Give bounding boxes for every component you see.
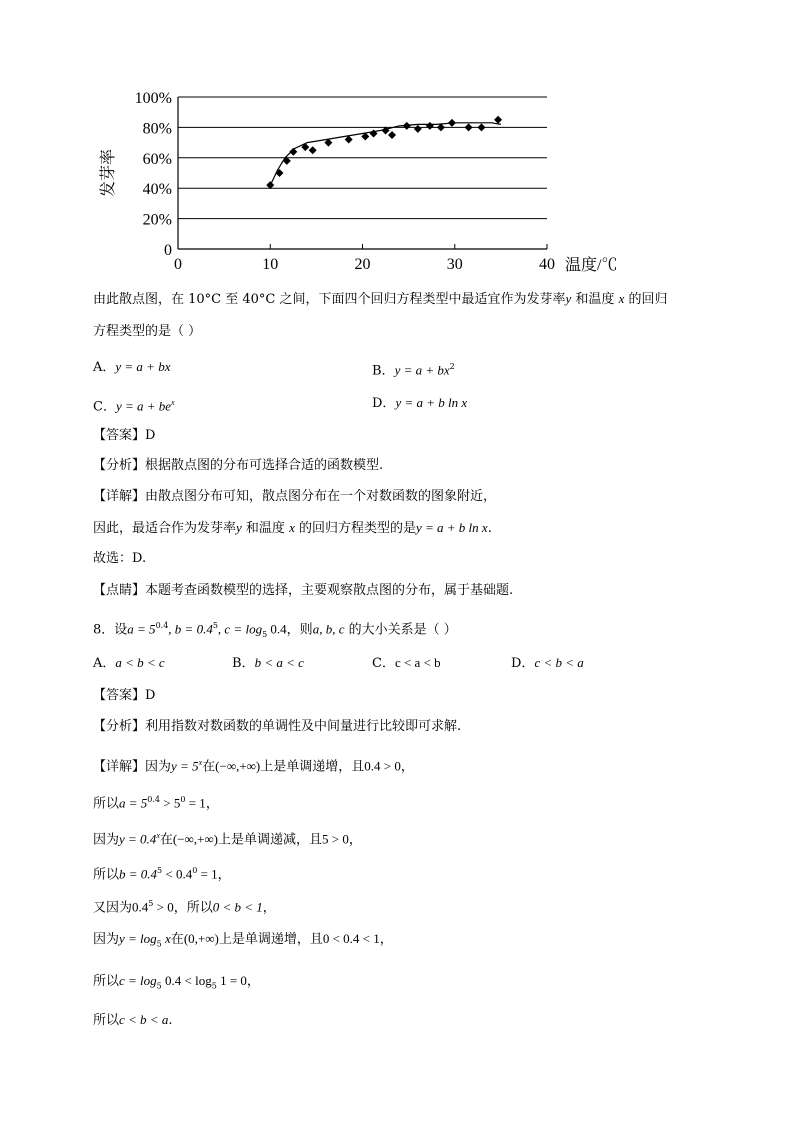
y-tick-label: 100%	[134, 90, 172, 107]
answer-value: D	[145, 428, 156, 443]
scatter-chart	[95, 85, 655, 275]
var-x: x	[289, 520, 295, 535]
step-text: ，	[205, 796, 219, 812]
exponent: 5	[157, 866, 163, 875]
detail-tag: 【详解】	[93, 759, 146, 775]
option-label: C．	[372, 656, 395, 671]
step-text: ，	[246, 974, 260, 989]
formula: > 0	[153, 899, 174, 915]
chart-svg	[95, 85, 655, 275]
q8-step8	[93, 1011, 172, 1030]
formula: a = 5	[119, 795, 148, 811]
var-x: x	[618, 291, 625, 306]
exponent: 0	[192, 866, 198, 875]
step-text: 在	[202, 759, 216, 775]
analysis-text: 根据散点图的分布可选择合适的函数模型.	[145, 458, 384, 473]
y-axis-label: 发芽率	[100, 148, 117, 198]
option-formula: y = a + bx	[394, 362, 450, 378]
q8-option-c[interactable]	[372, 654, 441, 673]
data-point	[414, 125, 422, 133]
formula: c < b < a	[119, 1012, 169, 1027]
y-tick-labels	[135, 90, 172, 259]
data-point	[426, 122, 434, 130]
q7-stem-mid: 和温度	[571, 292, 619, 307]
q8-stem	[93, 617, 457, 644]
var-y: y	[236, 520, 242, 535]
x-tick-label: 30	[446, 256, 463, 273]
option-label: B．	[232, 656, 255, 671]
subscript: 5	[262, 629, 268, 639]
detail-tag: 【详解】	[93, 489, 146, 504]
step-text: 所以	[93, 1013, 120, 1028]
formula: , c = log	[217, 621, 263, 637]
q8-number: 8．设	[93, 622, 128, 638]
q8-answer	[93, 687, 155, 705]
data-point	[448, 119, 456, 127]
step-text: ，	[262, 900, 276, 916]
option-label: D．	[511, 656, 535, 671]
option-formula: c < b < a	[534, 655, 584, 670]
vars: a, b, c	[312, 621, 345, 637]
interval: (−∞,+∞)	[172, 831, 218, 847]
formula: = 1	[185, 795, 206, 811]
q7-stem-line2: 方程类型的是（ ）	[93, 324, 202, 339]
q7-option-a[interactable]	[93, 358, 170, 377]
option-formula: y = a + b ln x	[395, 395, 468, 410]
step-text: ，	[379, 932, 393, 947]
q8-step6	[93, 930, 393, 954]
y-tick-label: 20%	[142, 211, 172, 229]
q8-step3	[93, 827, 362, 849]
subscript: 5	[211, 981, 217, 991]
q7-detail-line1	[93, 488, 496, 506]
var-y: y	[565, 291, 572, 306]
step-text: ，	[348, 832, 362, 848]
option-formula: y = a + bx	[115, 359, 171, 374]
formula: 0.4	[267, 621, 287, 637]
q7-analysis	[93, 457, 383, 475]
data-point	[289, 148, 297, 156]
step-text: 所以	[93, 974, 120, 989]
formula: y = 0.4	[119, 831, 157, 847]
step-text: 上是单调递减，且	[218, 832, 323, 848]
exponent: x	[171, 398, 175, 407]
exponent: 2	[449, 362, 455, 371]
option-formula: y = a + be	[115, 398, 172, 414]
q7-choose: 故选：D.	[93, 551, 147, 566]
q8-analysis	[93, 718, 461, 736]
data-points	[266, 116, 502, 189]
exponent: 0.4	[155, 621, 169, 630]
formula: x	[161, 931, 171, 946]
x-tick-labels	[174, 256, 555, 273]
data-point	[478, 123, 486, 131]
q8-option-d[interactable]	[511, 654, 584, 673]
option-formula: c < a < b	[394, 655, 441, 670]
q7-option-b[interactable]	[372, 358, 455, 380]
subscript: 5	[156, 939, 162, 949]
option-formula: b < a < c	[254, 655, 304, 670]
step-text: ，	[400, 759, 414, 775]
formula: 0.4 < log	[161, 973, 212, 988]
step-text: 上是单调递增，且	[218, 932, 323, 947]
detail-text: 和温度	[241, 521, 290, 536]
answer-tag: 【答案】	[93, 428, 146, 443]
q8-option-b[interactable]	[232, 654, 304, 673]
q8-step7	[93, 972, 260, 996]
formula: < 0.4	[162, 866, 193, 882]
exponent: 5	[212, 621, 218, 630]
step-text: 因为	[93, 932, 120, 947]
step-text: 上是单调递增，且	[260, 759, 365, 775]
q8-step4	[93, 862, 231, 884]
formula: , b = 0.4	[168, 621, 213, 637]
formula: = 1	[197, 866, 218, 882]
option-label: C．	[93, 399, 116, 415]
exponent: x	[156, 831, 160, 840]
answer-value: D	[145, 688, 156, 703]
analysis-tag: 【分析】	[93, 458, 146, 473]
q8-step5	[93, 895, 276, 917]
step-text: 所以	[93, 796, 120, 812]
option-label: B．	[372, 363, 395, 379]
q7-answer	[93, 427, 155, 445]
formula: 0.4	[132, 899, 149, 915]
x-tick-label: 40	[539, 256, 555, 273]
q8-option-a[interactable]	[93, 654, 165, 673]
option-label: A．	[93, 360, 116, 375]
comment-text: 本题考查函数模型的选择，主要观察散点图的分布，属于基础题.	[145, 583, 514, 598]
exponent: 0.4	[147, 795, 161, 804]
option-label: A．	[93, 656, 116, 671]
y-tick-label: 80%	[142, 120, 172, 138]
formula: 0.4 > 0	[364, 758, 401, 774]
chart-grid	[178, 97, 547, 249]
data-point	[309, 146, 317, 154]
step-text: ，	[217, 867, 231, 883]
analysis-text: 利用指数对数函数的单调性及中间量进行比较即可求解.	[145, 719, 462, 734]
step-text: 又因为	[93, 900, 133, 916]
q7-detail-line2	[93, 519, 492, 538]
comment-tag: 【点睛】	[93, 583, 146, 598]
step-text: 因为	[145, 759, 172, 775]
interval: (−∞,+∞)	[215, 758, 261, 774]
data-point	[275, 169, 283, 177]
q7-option-c[interactable]	[93, 394, 175, 416]
data-point	[465, 123, 473, 131]
exponent: x	[198, 758, 203, 767]
y-tick-label: 40%	[142, 181, 172, 199]
q8-stem-text: ，则	[286, 622, 313, 638]
step-text: 在	[159, 832, 173, 848]
q7-option-d[interactable]	[372, 394, 467, 413]
formula: y = 5	[171, 758, 199, 774]
formula: c = log	[119, 973, 157, 988]
step-text: ，所以	[173, 900, 213, 916]
formula: y = log	[119, 931, 157, 946]
option-label: D．	[372, 396, 396, 411]
interval: (0,+∞)	[183, 931, 219, 946]
step-text: 所以	[93, 867, 120, 883]
q8-stem-text: 的大小关系是（ ）	[344, 622, 457, 638]
detail-text: 的回归方程类型的是	[294, 521, 416, 536]
y-tick-label: 60%	[142, 150, 172, 168]
detail-text: 因此，最适合作为发芽率	[93, 521, 237, 536]
detail-text: 由散点图分布可知，散点图分布在一个对数函数的图象附近，	[145, 489, 497, 504]
x-tick-label: 20	[354, 256, 371, 273]
subscript: 5	[156, 981, 162, 991]
formula: 0 < 0.4 < 1	[322, 931, 380, 946]
detail-formula: y = a + b ln x	[415, 520, 488, 535]
data-point	[403, 122, 411, 130]
q8-step1	[93, 754, 414, 776]
step-text: 因为	[93, 832, 120, 848]
analysis-tag: 【分析】	[93, 719, 146, 734]
q7-stem-line1	[93, 290, 667, 309]
formula: 5 > 0	[322, 831, 349, 847]
data-point	[388, 131, 396, 139]
step-text: .	[168, 1013, 173, 1028]
step-text: 在	[170, 932, 184, 947]
formula: a = 5	[127, 621, 156, 637]
exponent: 5	[148, 899, 154, 908]
detail-text: .	[487, 521, 492, 536]
option-formula: a < b < c	[115, 655, 165, 670]
q8-step2	[93, 791, 219, 813]
formula: 1 = 0	[216, 973, 247, 988]
q7-comment	[93, 582, 513, 600]
y-tick-label: 0	[164, 242, 172, 259]
x-tick-label: 0	[174, 256, 182, 273]
q7-stem-end: 的回归	[624, 292, 668, 307]
q7-stem-text: 由此散点图，在 10°C 至 40°C 之间，下面四个回归方程类型中最适宜作为发芽率	[93, 292, 566, 307]
formula: > 5	[160, 795, 181, 811]
data-point	[494, 116, 502, 124]
formula: b = 0.4	[119, 866, 158, 882]
answer-tag: 【答案】	[93, 688, 146, 703]
exponent: 0	[180, 795, 186, 804]
formula: 0 < b < 1	[212, 899, 263, 915]
x-axis-label: 温度/℃	[565, 257, 618, 274]
x-tick-label: 10	[262, 256, 279, 273]
